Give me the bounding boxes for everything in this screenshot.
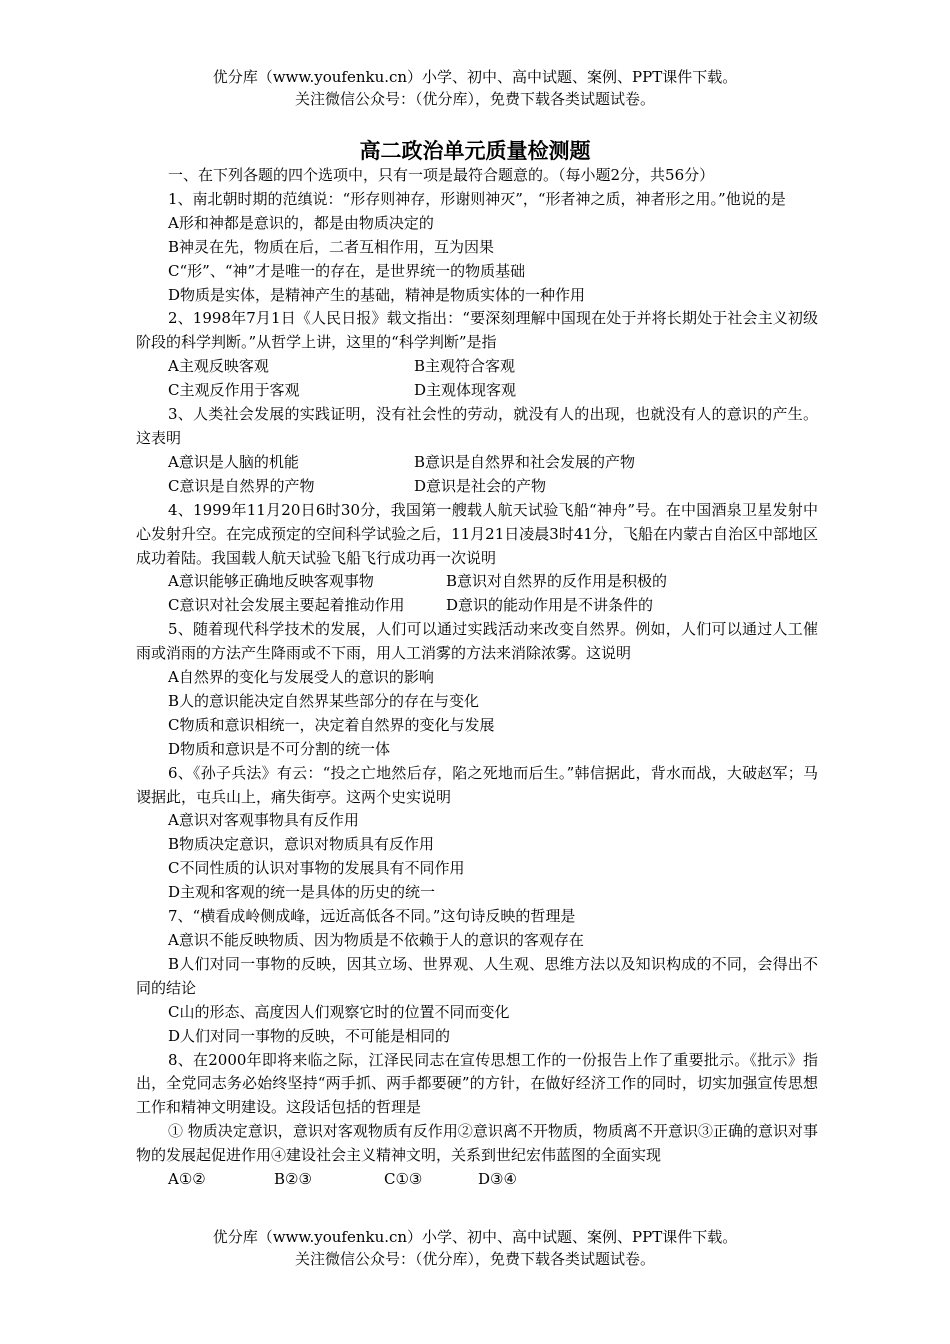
section-intro: 一、在下列各题的四个选项中，只有一项是最符合题意的。（每小题2分，共56分） [168, 166, 715, 184]
option-a: A①② [168, 1170, 206, 1189]
document-body [136, 164, 818, 1192]
option-b: B人们对同一事物的反映，因其立场、世界观、人生观、思维方法以及知识构成的不同，会得出不同的结论 [136, 954, 818, 997]
option-d: D主观体现客观 [414, 381, 517, 400]
header-wechat-line: 关注微信公众号：（优分库），免费下载各类试题试卷。 [294, 90, 655, 108]
question-stem: 5、随着现代科学技术的发展，人们可以通过实践活动来改变自然界。例如，人们可以通过人工催雨或消雨的方法产生降雨或不下雨，用人工消雾的方法来消除浓雾。这说明 [136, 620, 818, 663]
option-c: C山的形态、高度因人们观察它时的位置不同而变化 [168, 1002, 510, 1021]
footer-wechat-line: 关注微信公众号：（优分库），免费下载各类试题试卷。 [294, 1250, 655, 1268]
page-footer [0, 1226, 950, 1270]
question-7 [136, 905, 818, 1048]
question-6 [136, 762, 818, 905]
option-b: B意识是自然界和社会发展的产物 [414, 452, 636, 471]
option-d: D意识的能动作用是不讲条件的 [446, 596, 654, 615]
option-b: B人的意识能决定自然界某些部分的存在与变化 [168, 691, 480, 710]
option-d: D意识是社会的产物 [414, 476, 547, 495]
option-b: B物质决定意识，意识对物质具有反作用 [168, 835, 435, 854]
question-4 [136, 499, 818, 619]
option-c: C意识是自然界的产物 [168, 476, 315, 495]
question-2 [136, 307, 818, 403]
document-title: 高二政治单元质量检测题 [359, 138, 591, 163]
option-d: D人们对同一事物的反映，不可能是相同的 [168, 1026, 451, 1045]
question-statements: ① 物质决定意识，意识对客观物质有反作用②意识离不开物质，物质离不开意识③正确的意识对事物的发展起促进作用④建设社会主义精神文明，关系到世纪宏伟蓝图的全面实现 [136, 1122, 818, 1165]
option-c: C意识对社会发展主要起着推动作用 [168, 596, 405, 615]
option-a: A自然界的变化与发展受人的意识的影响 [168, 668, 434, 687]
option-a: A意识是人脑的机能 [168, 452, 299, 471]
option-d: D主观和客观的统一是具体的历史的统一 [168, 883, 436, 902]
option-row [136, 355, 818, 379]
option-c: C①③ [384, 1170, 423, 1189]
question-stem: 4、1999年11月20日6时30分，我国第一艘载人航天试验飞船“神舟”号。在中国酒泉卫星发射中心发射升空。在完成预定的空间科学试验之后，11月21日凌晨3时41分，飞船在内蒙古自治区中部地区成功着陆。我国载人航天试验飞船飞行成功再一次说明 [136, 500, 818, 567]
option-a: A主观反映客观 [168, 357, 269, 376]
option-a: A意识不能反映物质、因为物质是不依赖于人的意识的客观存在 [168, 931, 584, 949]
option-b: B意识对自然界的反作用是积极的 [446, 572, 668, 591]
option-b: B主观符合客观 [414, 357, 516, 376]
option-b: B②③ [274, 1170, 312, 1189]
question-stem: 8、在2000年即将来临之际，江泽民同志在宣传思想工作的一份报告上作了重要批示。《批示》指出，全党同志务必始终坚持“两手抓、两手都要硬”的方针，在做好经济工作的同时，切实加强宣传思想工作和精神文明建设。这段话包括的哲理是 [136, 1050, 818, 1117]
option-a: A形和神都是意识的，都是由物质决定的 [168, 213, 434, 232]
option-row [136, 379, 818, 403]
option-row [136, 451, 818, 475]
option-row [136, 570, 818, 594]
option-d: D物质是实体，是精神产生的基础，精神是物质实体的一种作用 [168, 285, 586, 304]
page-header [0, 66, 950, 110]
option-a: A意识能够正确地反映客观事物 [168, 572, 374, 591]
question-stem: 2、1998年7月1日《人民日报》载文指出：“要深刻理解中国现在处于并将长期处于社会主义初级阶段的科学判断。”从哲学上讲，这里的“科学判断”是指 [136, 309, 818, 352]
option-d: D③④ [478, 1170, 517, 1189]
question-stem: 1、南北朝时期的范缜说：“形存则神存，形谢则神灭”，“形者神之质，神者形之用。”他说的是 [168, 189, 786, 208]
option-row [136, 1168, 818, 1192]
question-1 [136, 188, 818, 308]
question-stem: 7、“横看成岭侧成峰，远近高低各不同。”这句诗反映的哲理是 [168, 907, 576, 926]
question-8 [136, 1049, 818, 1192]
option-d: D物质和意识是不可分割的统一体 [168, 739, 391, 758]
question-5 [136, 618, 818, 761]
option-c: C不同性质的认识对事物的发展具有不同作用 [168, 859, 465, 878]
option-row [136, 594, 818, 618]
option-b: B神灵在先，物质在后，二者互相作用，互为因果 [168, 237, 495, 256]
option-a: A意识对客观事物具有反作用 [168, 811, 359, 830]
option-row [136, 475, 818, 499]
question-stem: 3、人类社会发展的实践证明，没有社会性的劳动，就没有人的出现，也就没有人的意识的产生。这表明 [136, 405, 818, 447]
question-3 [136, 403, 818, 499]
option-c: C主观反作用于客观 [168, 381, 300, 400]
footer-site-line: 优分库（www.youfenku.cn）小学、初中、高中试题、案例、PPT课件下载。 [212, 1228, 738, 1246]
question-stem: 6、《孙子兵法》有云：“投之亡地然后存，陷之死地而后生。”韩信据此，背水而战，大破赵军；马谡据此，屯兵山上，痛失街亭。这两个史实说明 [136, 763, 818, 806]
header-site-line: 优分库（www.youfenku.cn）小学、初中、高中试题、案例、PPT课件下载。 [212, 68, 738, 86]
option-c: C物质和意识相统一，决定着自然界的变化与发展 [168, 715, 495, 734]
option-c: C“形”、“神”才是唯一的存在，是世界统一的物质基础 [168, 261, 526, 280]
